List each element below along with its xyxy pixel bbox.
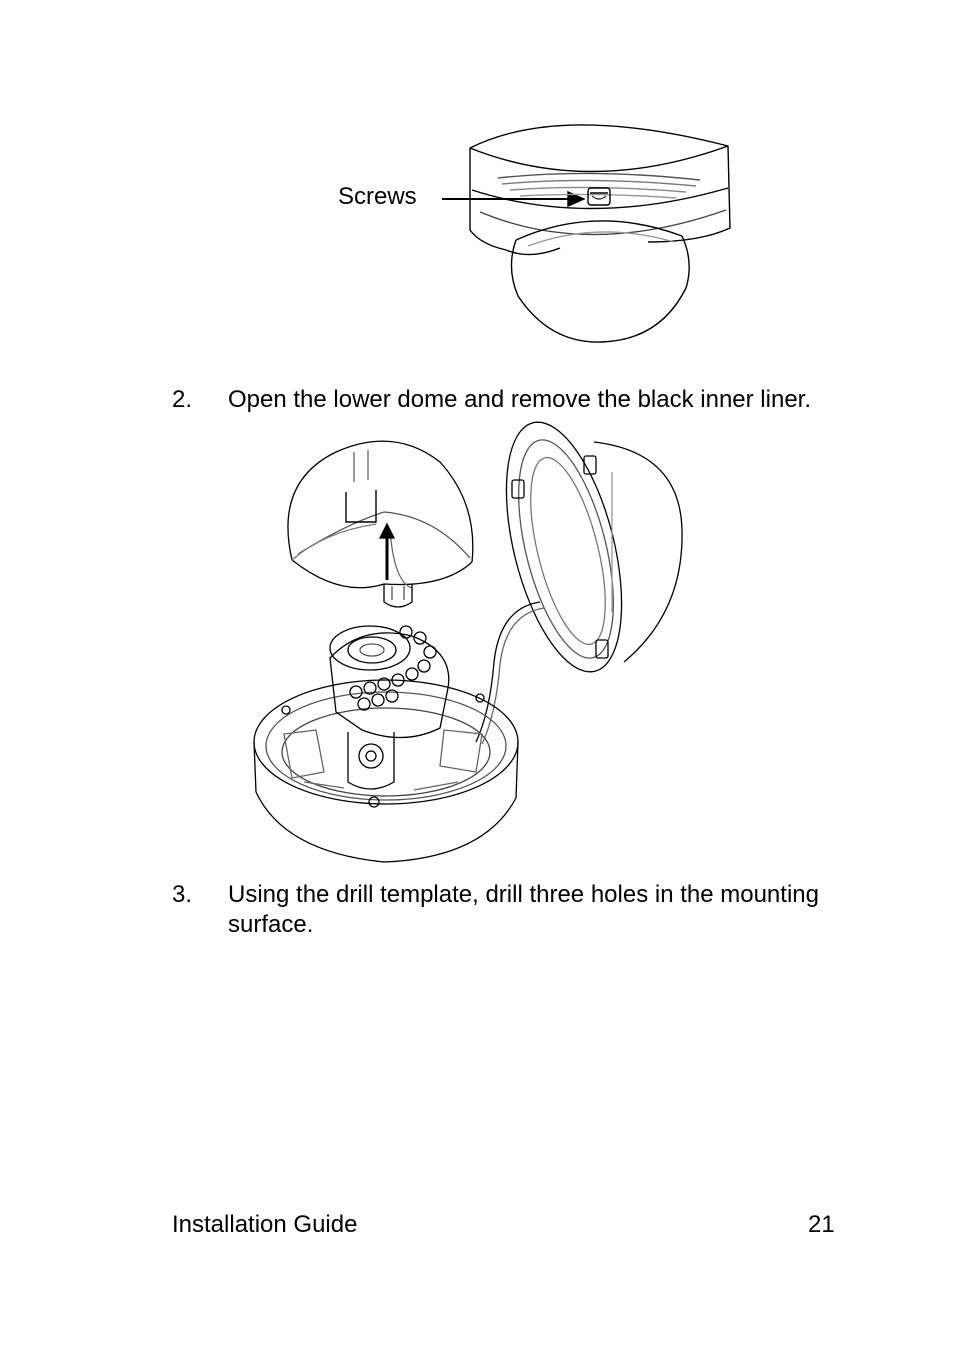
dome-closed-illustration <box>330 118 750 348</box>
figure-dome-closed <box>330 118 750 348</box>
step-2-number: 2. <box>172 386 193 413</box>
step-3-text-line-2: surface. <box>228 911 314 938</box>
footer-title: Installation Guide <box>172 1211 358 1238</box>
step-2-text: Open the lower dome and remove the black inner liner. <box>228 386 811 413</box>
screws-callout-label: Screws <box>338 183 417 210</box>
dome-open-illustration <box>244 412 684 864</box>
step-3-text-line-1: Using the drill template, drill three holes in the mounting <box>228 881 819 908</box>
figure-dome-open <box>244 412 684 864</box>
page-number: 21 <box>808 1211 835 1238</box>
step-3-number: 3. <box>172 881 193 908</box>
